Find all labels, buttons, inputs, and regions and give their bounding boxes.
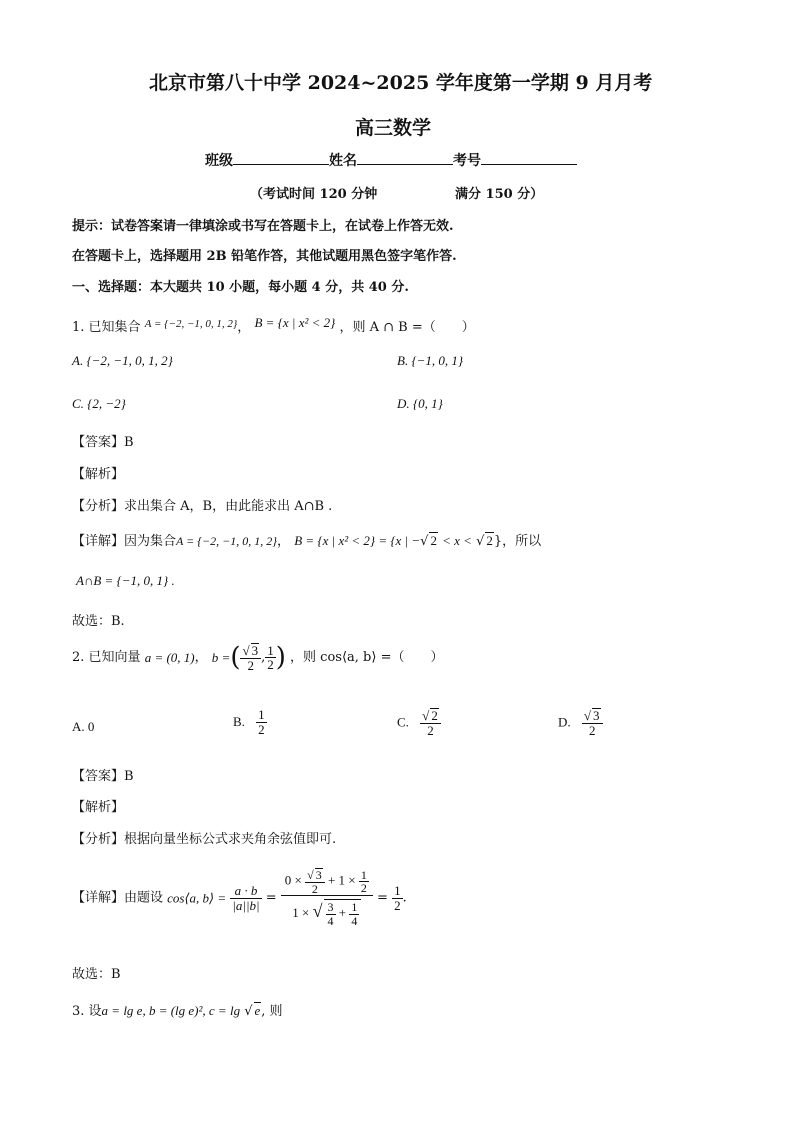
question-2-stem: 2. 已知向量 a = (0, 1)， b =( $\frac{√ 3}{2}$ , $\frac{1}{2}$ ) ，则 cos⟨a, b⟩ =（ ） [72, 642, 444, 673]
q3-sqrt-e: e [254, 1003, 261, 1018]
q1-detail-sqrt-1: 2 [430, 533, 437, 548]
q2-option-a[interactable]: A. 0 [72, 719, 95, 734]
q1-detail-mid: < x < [442, 533, 472, 548]
q2-fenxi: 【分析】根据向量坐标公式求夹角余弦值即可. [72, 832, 337, 847]
q2-b-component-1: $\frac{√ 3}{2}$ [240, 643, 261, 672]
q1-detail-sqrt-2: 2 [486, 533, 493, 548]
q1-detail-label: 【详解】因为集合 [72, 534, 177, 549]
q2-prefix: 2. 已知向量 [72, 650, 141, 666]
subject-title: 高三数学 [355, 117, 432, 139]
q1-option-b[interactable]: B. {−1, 0, 1} [397, 353, 464, 368]
q2-detail-cos: cos⟨a, b⟩ = [167, 890, 227, 906]
q2-b-component-2: $\frac{1}{2}$ [267, 642, 274, 673]
q1-answer: 【答案】B [72, 435, 134, 450]
q2-option-c[interactable]: C. $\frac{√ 2}{2}$ [397, 708, 441, 737]
id-blank[interactable] [481, 150, 577, 165]
question-3-stem: 3. 设a = lg e, b = (lg e)², c = lg √ e, 则 [72, 1003, 283, 1019]
q2-vector-a: a = (0, 1) [144, 650, 195, 666]
class-blank[interactable] [233, 150, 329, 165]
q1-result: A∩B = {−1, 0, 1} . [76, 573, 175, 588]
q1-set-a: A = {−2, −1, 0, 1, 2} [144, 318, 238, 330]
q1-detail-comma: ， [277, 534, 291, 549]
class-label: 班级 [205, 153, 233, 169]
q2-detail-dot-over-norms: $\frac{a \cdot b}{|a||b|}$ [232, 883, 260, 913]
q2-detail-result: $\frac{1}{2}$ [394, 883, 401, 913]
q2-detail: 【详解】由题设 cos⟨a, b⟩ = $\frac{a \cdot b}{|a||b|}$ = 0 × $\frac{√ 3}{2}$ + 1 × $\frac{1}{2}$ 1 × √ $\frac{3}{4}$ + $\frac{1}{4}$ = $\frac{1}{2}$ . [72, 867, 407, 928]
q1-fenxi: 【分析】求出集合 A，B，由此能求出 A∩B . [72, 499, 333, 514]
q2-vector-b-label: b = [211, 650, 231, 666]
q2-answer: 【答案】B [72, 769, 134, 784]
id-label: 考号 [453, 153, 481, 169]
student-info-line [205, 150, 577, 170]
exam-title: 北京市第八十中学 2024~2025 学年度第一学期 9 月月考 [149, 72, 653, 94]
full-score: 满分 150 分） [455, 187, 544, 202]
q3-end: , 则 [261, 1004, 283, 1019]
q1-detail-set-b: B = {x | x² < 2} = {x | − [294, 533, 421, 548]
q1-set-b: B = {x | x² < 2} [254, 315, 336, 330]
q2-analysis-heading: 【解析】 [72, 800, 125, 815]
q3-text: a = lg e, b = (lg e)², c = lg [101, 1003, 241, 1018]
q2-comma: ， [194, 650, 208, 666]
q1-detail: 【详解】因为集合A = {−2, −1, 0, 1, 2}， B = {x | x² < 2} = {x | −√ 2 < x < √ 2}，所以 [72, 533, 542, 549]
q1-then: ，则 A ∩ B =（ ） [339, 320, 475, 335]
q2-then: ，则 cos⟨a, b⟩ =（ ） [290, 650, 444, 666]
name-blank[interactable] [357, 150, 453, 165]
note-line-1: 提示：试卷答案请一律填涂或书写在答题卡上，在试卷上作答无效. [72, 219, 454, 234]
q1-option-a[interactable]: A. {−2, −1, 0, 1, 2} [72, 353, 173, 368]
q1-detail-set-a: A = {−2, −1, 0, 1, 2} [176, 534, 278, 548]
q1-option-c[interactable]: C. {2, −2} [72, 396, 126, 411]
note-line-2: 在答题卡上，选择题用 2B 铅笔作答，其他试题用黑色签字笔作答. [72, 249, 457, 264]
q2-choose: 故选：B [72, 967, 121, 982]
q1-option-d[interactable]: D. {0, 1} [397, 396, 443, 411]
q2-detail-big-fraction: 0 × $\frac{√ 3}{2}$ + 1 × $\frac{1}{2}$ 1 × √ $\frac{3}{4}$ + $\frac{1}{4}$ [281, 868, 373, 928]
name-label: 姓名 [329, 153, 357, 169]
q1-comma: ， [237, 320, 251, 335]
q2-option-b[interactable]: B. $\frac{1}{2}$ [233, 707, 265, 737]
q3-prefix: 3. 设 [72, 1004, 102, 1019]
q1-analysis-heading: 【解析】 [72, 467, 125, 482]
exam-time: （考试时间 120 分钟 [250, 187, 378, 202]
question-1-stem [72, 315, 475, 335]
q2-detail-label: 【详解】由题设 [72, 890, 164, 906]
q2-option-d[interactable]: D. $\frac{√ 3}{2}$ [558, 708, 603, 737]
section-heading: 一、选择题：本大题共 10 小题，每小题 4 分，共 40 分. [72, 280, 409, 295]
q1-detail-end: }，所以 [493, 534, 542, 549]
q1-number: 1. 已知集合 [72, 320, 141, 335]
q1-choose: 故选：B. [72, 614, 125, 629]
